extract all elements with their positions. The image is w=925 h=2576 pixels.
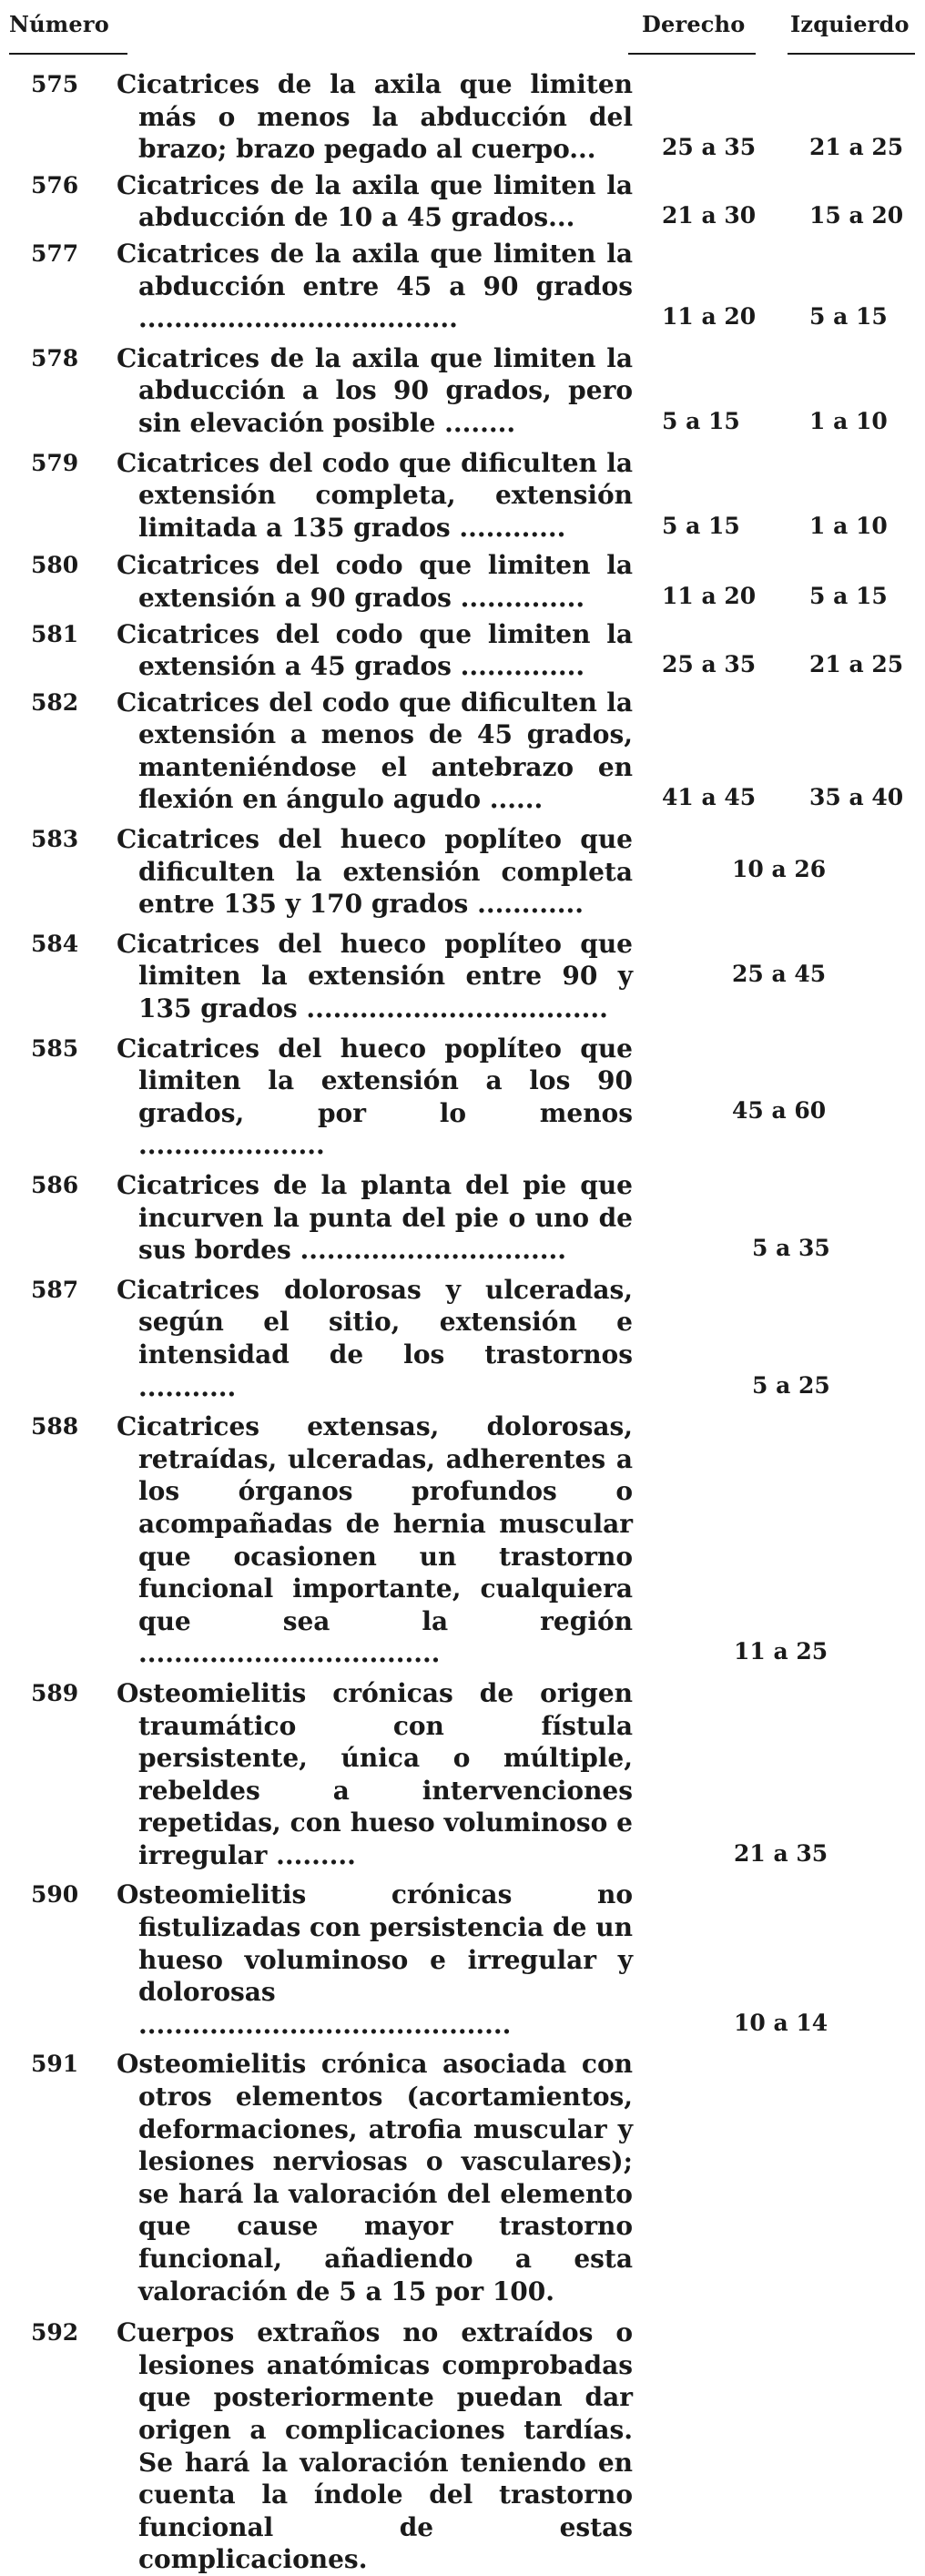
value-combined: 21 a 35 <box>734 1839 828 1867</box>
entry-number: 576 <box>31 171 79 199</box>
value-combined: 10 a 14 <box>734 2009 828 2036</box>
entry-text: Cicatrices extensas, dolorosas, retraídas, ulceradas, adherentes a los órganos profundos o acompañadas de hernia muscular que ocasionen un trastorno funcional importante, cualquiera que sea la región .................................. <box>117 1411 633 1669</box>
entry-number: 581 <box>31 620 79 647</box>
entry-text: Cicatrices del codo que dificulten la extensión a menos de 45 grados, manteniéndose el antebrazo en flexión en ángulo agudo ...... <box>117 687 633 815</box>
value-izquierdo: 5 a 15 <box>809 582 888 609</box>
entry-text: Cicatrices de la axila que limiten la abducción entre 45 a 90 grados .................................... <box>117 238 633 334</box>
value-izquierdo: 1 a 10 <box>809 512 888 539</box>
header-numero: Número <box>9 11 109 37</box>
entry-584 <box>0 928 925 1025</box>
entry-text: Osteomielitis crónicas de origen traumático con fístula persistente, única o múltiple, rebeldes a intervenciones repetidas, con hueso voluminoso e irregular ......... <box>117 1677 633 1870</box>
entry-585 <box>0 1033 925 1162</box>
value-derecho: 11 a 20 <box>662 303 757 331</box>
value-derecho: 25 a 35 <box>662 651 757 678</box>
entry-587 <box>0 1274 925 1403</box>
entry-text: Cicatrices de la axila que limiten la abducción de 10 a 45 grados... <box>117 169 633 233</box>
entry-text: Cicatrices del hueco poplíteo que limiten la extensión a los 90 grados, por lo menos ..................... <box>117 1033 633 1161</box>
entry-text: Cicatrices del hueco poplíteo que dificulten la extensión completa entre 135 y 170 grados ............ <box>117 824 633 920</box>
entry-581 <box>0 618 925 683</box>
entry-text: Cicatrices dolorosas y ulceradas, según el sitio, extensión e intensidad de los trastornos ........... <box>117 1274 633 1402</box>
value-combined: 10 a 26 <box>732 856 827 883</box>
value-izquierdo: 1 a 10 <box>809 407 888 434</box>
entry-591 <box>0 2048 925 2307</box>
entry-number: 590 <box>31 1881 79 1909</box>
entry-number: 579 <box>31 449 79 476</box>
entry-583 <box>0 823 925 921</box>
entry-number: 583 <box>31 826 79 853</box>
entry-576 <box>0 169 925 234</box>
entry-575 <box>0 68 925 166</box>
entry-588 <box>0 1410 925 1670</box>
entry-number: 589 <box>31 1679 79 1706</box>
entry-589 <box>0 1677 925 1872</box>
header-rule-derecho <box>628 53 756 55</box>
entry-text: Cicatrices del hueco poplíteo que limiten la extensión entre 90 y 135 grados .................................. <box>117 928 633 1024</box>
entry-text: Cicatrices del codo que limiten la extensión a 45 grados .............. <box>117 618 633 682</box>
value-izquierdo: 35 a 40 <box>809 784 904 811</box>
value-combined: 45 a 60 <box>732 1097 827 1125</box>
entry-text: Osteomielitis crónica asociada con otros elementos (acortamientos, deformaciones, atrofia muscular y lesiones nerviosas o vasculares); se hará la valoración del elemento que cause mayor trastorno funcional, añadiendo a esta valoración de 5 a 15 por 100. <box>117 2049 633 2306</box>
value-izquierdo: 21 a 25 <box>809 651 904 678</box>
entry-number: 578 <box>31 344 79 372</box>
entry-577 <box>0 238 925 335</box>
value-derecho: 25 a 35 <box>662 134 757 161</box>
header-izquierdo: Izquierdo <box>790 11 910 37</box>
value-derecho: 11 a 20 <box>662 582 757 609</box>
entry-number: 585 <box>31 1034 79 1062</box>
value-combined: 25 a 45 <box>732 961 827 988</box>
entry-590 <box>0 1879 925 2041</box>
entry-number: 587 <box>31 1276 79 1303</box>
entry-text: Cicatrices del codo que limiten la extensión a 90 grados .............. <box>117 550 633 613</box>
entry-582 <box>0 687 925 816</box>
entry-578 <box>0 342 925 440</box>
entry-text: Cicatrices de la axila que limiten la abducción a los 90 grados, pero sin elevación posible ........ <box>117 342 633 438</box>
entry-592 <box>0 2316 925 2576</box>
entry-number: 580 <box>31 552 79 579</box>
entry-number: 582 <box>31 688 79 716</box>
entry-number: 584 <box>31 930 79 957</box>
entry-580 <box>0 549 925 614</box>
entry-579 <box>0 447 925 545</box>
value-derecho: 5 a 15 <box>662 512 740 539</box>
entries-list <box>0 68 925 2576</box>
entry-text: Cicatrices del codo que dificulten la extensión completa, extensión limitada a 135 grados ............ <box>117 447 633 543</box>
entry-586 <box>0 1169 925 1267</box>
value-combined: 11 a 25 <box>734 1638 828 1665</box>
header-derecho: Derecho <box>642 11 746 37</box>
entry-number: 577 <box>31 239 79 267</box>
value-izquierdo: 15 a 20 <box>809 202 904 229</box>
header-rule-izquierdo <box>788 53 915 55</box>
entry-text: Cicatrices de la planta del pie que incurven la punta del pie o uno de sus bordes .............................. <box>117 1170 633 1266</box>
header-rule-numero <box>9 53 127 55</box>
entry-number: 586 <box>31 1172 79 1198</box>
entry-number: 575 <box>31 71 79 97</box>
value-combined: 5 a 35 <box>752 1235 830 1262</box>
value-izquierdo: 5 a 15 <box>809 303 888 331</box>
entry-number: 591 <box>31 2051 79 2078</box>
value-derecho: 41 a 45 <box>662 784 757 811</box>
entry-text: Osteomielitis crónicas no fistulizadas con persistencia de un hueso voluminoso e irregular y dolorosas .......................................... <box>117 1879 633 2040</box>
entry-text: Cuerpos extraños no extraídos o lesiones anatómicas comprobadas que posteriormente puedan dar origen a complicaciones tardías. Se hará la valoración teniendo en cuenta la índole del trastorno funcional de estas complicaciones. <box>117 2317 633 2575</box>
value-derecho: 21 a 30 <box>662 202 757 229</box>
value-derecho: 5 a 15 <box>662 407 740 434</box>
entry-number: 588 <box>31 1413 79 1441</box>
value-combined: 5 a 25 <box>752 1371 830 1399</box>
entry-number: 592 <box>31 2319 79 2347</box>
value-izquierdo: 21 a 25 <box>809 134 904 161</box>
entry-text: Cicatrices de la axila que limiten más o menos la abducción del brazo; brazo pegado al cuerpo... <box>117 69 633 165</box>
